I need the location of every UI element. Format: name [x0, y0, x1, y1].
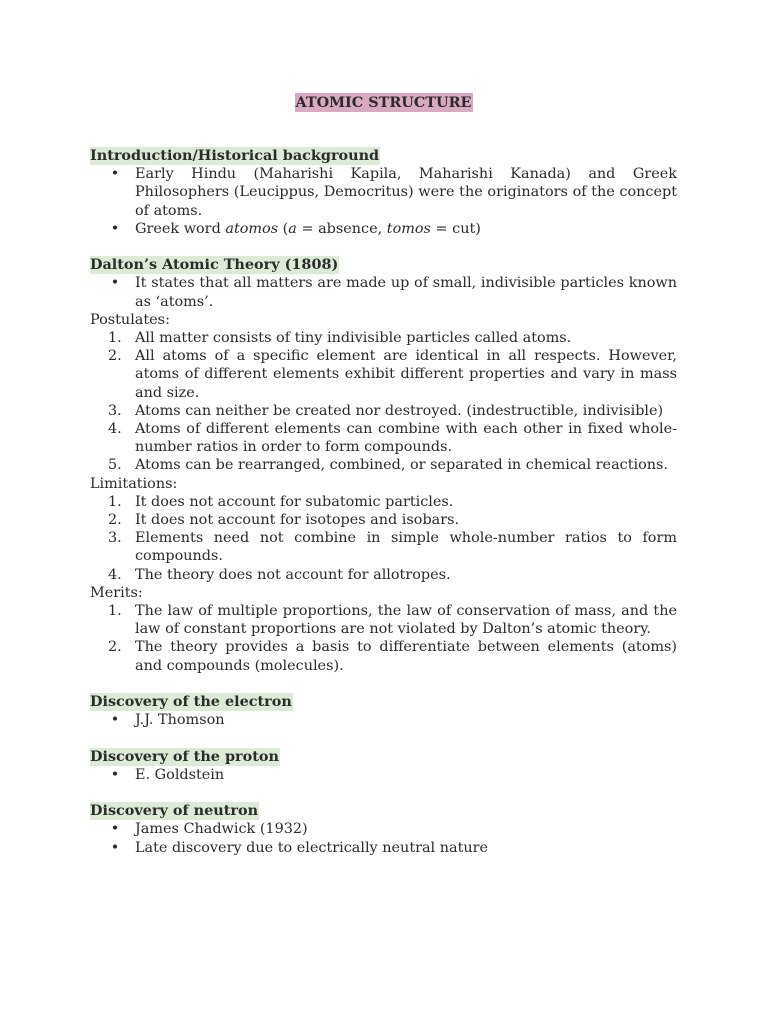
number-marker: 1.: [108, 493, 122, 510]
merits-label: Merits:: [90, 584, 143, 601]
limitations-list: [90, 493, 677, 584]
list-item: [90, 165, 677, 220]
text-fragment: Greek word: [135, 220, 226, 237]
document-title: ATOMIC STRUCTURE: [295, 94, 472, 111]
neutron-heading: Discovery of neutron: [90, 802, 259, 820]
proton-heading: Discovery of the proton: [90, 747, 279, 765]
number-marker: 4.: [108, 421, 122, 438]
list-item-text: The law of multiple proportions, the law of conservation of mass, and the law of constant proportions are not violated by Dalton’s atomic theory.: [135, 603, 677, 638]
list-item: [90, 420, 677, 456]
spacer: [90, 238, 677, 256]
list-item: [90, 566, 677, 584]
list-item: [90, 529, 677, 565]
electron-heading: Discovery of the electron: [90, 693, 292, 711]
title-wrap: [90, 93, 677, 112]
italic-term: tomos: [386, 220, 431, 237]
list-item-text: Early Hindu (Maharishi Kapila, Maharishi Kanada) and Greek Philosophers (Leucippus, Democritus) were the originators of the concept of atoms.: [135, 166, 677, 219]
number-marker: 2.: [108, 348, 122, 365]
list-item-text: It states that all matters are made up of small, indivisible particles known as ‘atoms’.: [135, 275, 677, 310]
list-item: [90, 766, 677, 784]
number-marker: 2.: [108, 639, 122, 656]
dalton-list: [90, 274, 677, 310]
electron-list: [90, 711, 677, 729]
list-item: [90, 493, 677, 511]
list-item-text: E. Goldstein: [135, 766, 225, 783]
list-item-text: All matter consists of tiny indivisible particles called atoms.: [135, 330, 572, 347]
list-item: [90, 839, 677, 857]
bullet-marker: •: [110, 166, 120, 183]
postulates-label: Postulates:: [90, 311, 170, 328]
list-item: [90, 402, 677, 420]
bullet-marker: •: [110, 220, 120, 237]
bullet-marker: •: [110, 821, 120, 838]
neutron-section: [90, 802, 677, 857]
list-item-text: Atoms of different elements can combine with each other in fixed whole-number ratios in order to form compounds.: [135, 421, 677, 456]
bullet-marker: •: [110, 712, 120, 729]
greek-word-line: [135, 221, 481, 237]
list-item: [90, 456, 677, 474]
spacer: [90, 675, 677, 693]
italic-term: a: [288, 220, 297, 237]
limitations-label: Limitations:: [90, 475, 178, 492]
list-item: [90, 820, 677, 838]
electron-section: [90, 693, 677, 729]
merits-list: [90, 602, 677, 675]
number-marker: 1.: [108, 603, 122, 620]
list-item-text: The theory does not account for allotropes.: [135, 566, 451, 583]
list-item-text: Elements need not combine in simple whole-number ratios to form compounds.: [135, 530, 677, 565]
number-marker: 4.: [108, 566, 122, 583]
intro-list: [90, 165, 677, 238]
list-item-text: It does not account for subatomic particles.: [135, 493, 454, 510]
bullet-marker: •: [110, 275, 120, 292]
list-item: [90, 602, 677, 638]
document-body: [90, 147, 677, 857]
number-marker: 5.: [108, 457, 122, 474]
list-item-text: Atoms can be rearranged, combined, or separated in chemical reactions.: [135, 457, 668, 474]
list-item-text: James Chadwick (1932): [135, 821, 308, 838]
text-fragment: = cut): [430, 220, 481, 237]
number-marker: 1.: [108, 330, 122, 347]
bullet-marker: •: [110, 839, 120, 856]
list-item-text: Atoms can neither be created nor destroyed. (indestructible, indivisible): [135, 402, 664, 419]
text-fragment: = absence,: [296, 220, 387, 237]
bullet-marker: •: [110, 766, 120, 783]
neutron-list: [90, 820, 677, 856]
intro-section: [90, 147, 677, 238]
spacer: [90, 784, 677, 802]
list-item-text: Late discovery due to electrically neutral nature: [135, 839, 489, 856]
text-fragment: (: [278, 220, 289, 237]
postulates-list: [90, 329, 677, 475]
number-marker: 3.: [108, 530, 122, 547]
list-item: [90, 711, 677, 729]
intro-heading: Introduction/Historical background: [90, 147, 380, 164]
list-item: [90, 274, 677, 310]
list-item-text: The theory provides a basis to differentiate between elements (atoms) and compounds (molecules).: [135, 639, 677, 674]
italic-term: atomos: [225, 220, 279, 237]
list-item: [90, 638, 677, 674]
proton-list: [90, 766, 677, 784]
spacer: [90, 729, 677, 747]
list-item-text: All atoms of a specific element are identical in all respects. However, atoms of different elements exhibit different properties and vary in mass and size.: [135, 348, 677, 401]
list-item-text: J.J. Thomson: [135, 712, 225, 729]
number-marker: 3.: [108, 402, 122, 419]
dalton-heading: Dalton’s Atomic Theory (1808): [90, 256, 339, 274]
proton-section: [90, 748, 677, 784]
number-marker: 2.: [108, 512, 122, 529]
list-item: [90, 220, 677, 238]
dalton-section: [90, 256, 677, 675]
list-item: [90, 347, 677, 402]
list-item: [90, 511, 677, 529]
list-item: [90, 329, 677, 347]
list-item-text: It does not account for isotopes and isobars.: [135, 512, 460, 529]
